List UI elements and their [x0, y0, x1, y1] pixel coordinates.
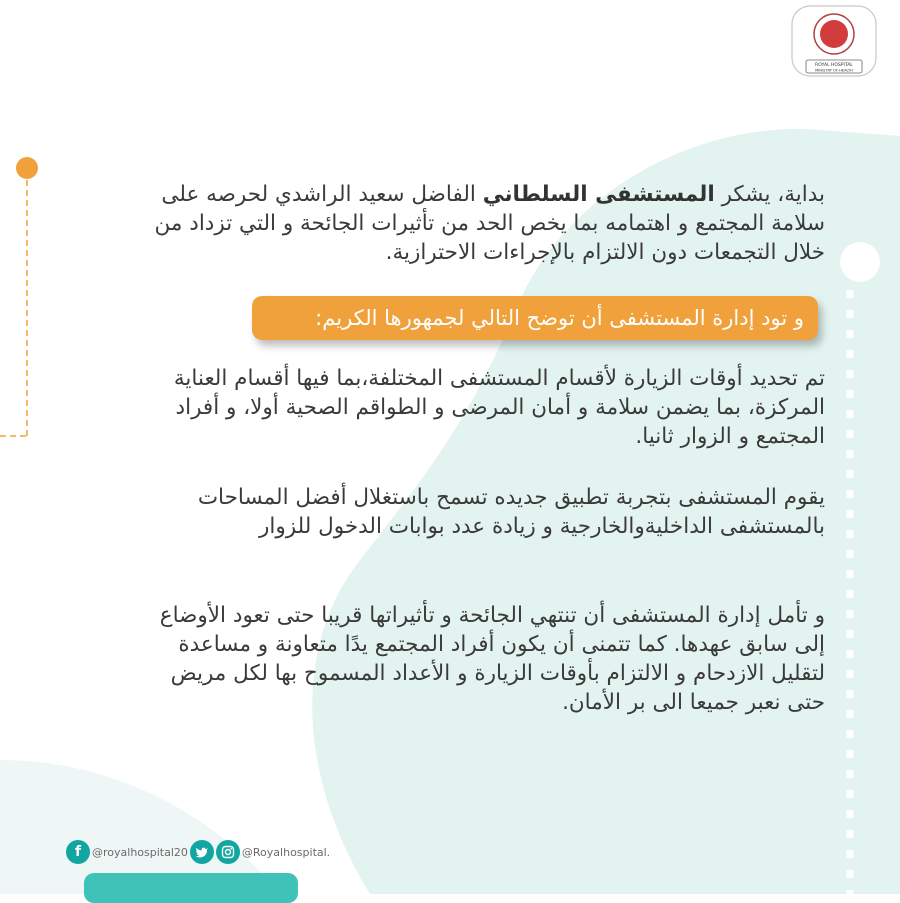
intro-paragraph — [145, 180, 825, 267]
intro-before: بداية، يشكر — [714, 182, 825, 207]
twitter-icon[interactable] — [190, 840, 214, 864]
social-handle-2[interactable]: @Royalhospital. — [241, 845, 331, 859]
royal-hospital-logo — [786, 4, 882, 82]
logo-text-top: ROYAL HOSPITAL — [815, 63, 853, 68]
hospital-name-bold: المستشفى السلطاني — [482, 182, 715, 207]
social-links — [66, 838, 330, 866]
logo-text-bottom: MINISTRY OF HEALTH — [815, 68, 853, 73]
left-dashed-decoration — [0, 150, 44, 440]
right-dotted-decoration — [838, 240, 900, 894]
social-handle-1[interactable]: @royalhospital20 — [92, 845, 188, 859]
intro-after: الفاضل سعيد الراشدي لحرصه على سلامة المجتمع و اهتمامه بما يخص الحد من تأثيرات الجائحة و التي تزداد من خلال التجمعات دون الالتزام بالإجراءات الاحترازية. — [154, 182, 825, 265]
instagram-icon[interactable] — [216, 840, 240, 864]
bottom-accent-bar — [84, 873, 298, 903]
announcement-banner: و تود إدارة المستشفى أن توضح التالي لجمهورها الكريم: — [252, 296, 818, 340]
closing-paragraph: و تأمل إدارة المستشفى أن تنتهي الجائحة و تأثيراتها قريبا حتى تعود الأوضاع إلى سابق عهدها. كما تتمنى أن يكون أفراد المجتمع يدًا متعاونة و مساعدة لتقليل الازدحام و الالتزام بأوقات الزيارة و الأعداد المسموح بها لكل مريض حتى نعبر جميعا الى بر الأمان. — [159, 603, 825, 715]
new-app-paragraph: يقوم المستشفى بتجربة تطبيق جديده تسمح باستغلال أفضل المساحات بالمستشفى الداخليةوالخارجية و زيادة عدد بوابات الدخول للزوار — [197, 485, 825, 539]
facebook-icon[interactable]: f — [66, 840, 90, 864]
visiting-hours-paragraph: تم تحديد أوقات الزيارة لأقسام المستشفى المختلفة،بما فيها أقسام العناية المركزة، بما يضمن سلامة و أمان المرضى و الطواقم الصحية أولا، و أفراد المجتمع و الزوار ثانيا. — [173, 366, 825, 449]
